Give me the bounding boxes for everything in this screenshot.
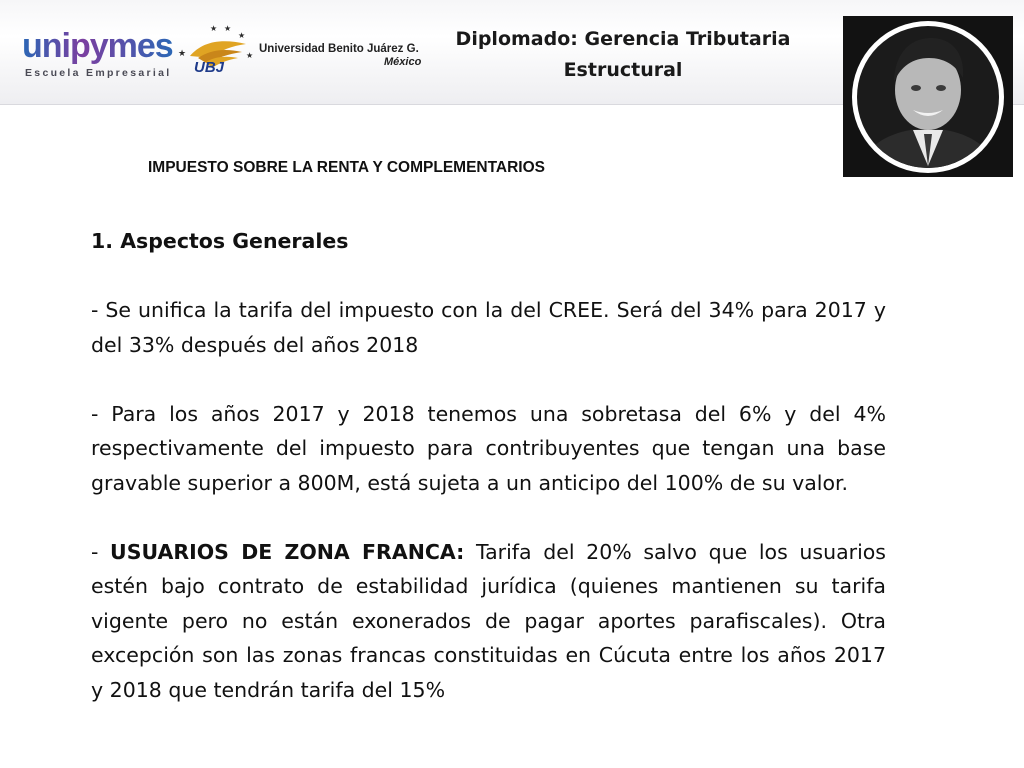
unipymes-logo	[22, 26, 173, 82]
brand-subtitle: Escuela Empresarial	[25, 67, 172, 79]
course-title-line1: Diplomado: Gerencia Tributaria	[455, 28, 791, 50]
zona-franca-label: USUARIOS DE ZONA FRANCA:	[110, 539, 465, 564]
svg-text:★: ★	[210, 24, 218, 33]
paragraph-zona-franca	[91, 535, 886, 708]
ubj-eagle-icon	[176, 22, 258, 80]
slide-content	[91, 224, 886, 707]
svg-text:★: ★	[238, 31, 246, 40]
svg-text:★: ★	[246, 51, 254, 60]
presenter-photo	[843, 16, 1013, 177]
brand-name: unipymes	[22, 27, 173, 65]
zona-franca-text: Tarifa del 20% salvo que los usuarios estén bajo contrato de estabilidad jurídica (quienes mantienen su tarifa vigente pero no están exonerados de pagar aportes parafiscales). Otra excepción son las zonas francas constituidas en Cúcuta entre los años 2017 y 2018 que tendrán tarifa del 15%	[91, 539, 886, 702]
zona-franca-prefix: -	[91, 539, 111, 564]
section-heading: IMPUESTO SOBRE LA RENTA Y COMPLEMENTARIOS	[148, 159, 546, 176]
university-name: Universidad Benito Juárez G.	[259, 43, 419, 55]
content-heading: 1. Aspectos Generales	[91, 229, 349, 253]
presenter-photo-icon	[843, 16, 1013, 177]
svg-text:★: ★	[224, 24, 232, 33]
paragraph-tarifa: - Se unifica la tarifa del impuesto con la del CREE. Será del 34% para 2017 y del 33% después del años 2018	[91, 298, 886, 357]
university-country: México	[384, 56, 422, 68]
ubj-logo	[176, 22, 434, 80]
paragraph-sobretasa: - Para los años 2017 y 2018 tenemos una sobretasa del 6% y del 4% respectivamente del impuesto para contribuyentes que tengan una base gravable superior a 800M, está sujeta a un anticipo del 100% de su valor.	[91, 401, 886, 495]
course-title-line2: Estructural	[563, 59, 683, 81]
svg-text:★: ★	[178, 49, 187, 59]
ubj-abbrev: UBJ	[194, 59, 225, 76]
course-title	[440, 24, 806, 86]
